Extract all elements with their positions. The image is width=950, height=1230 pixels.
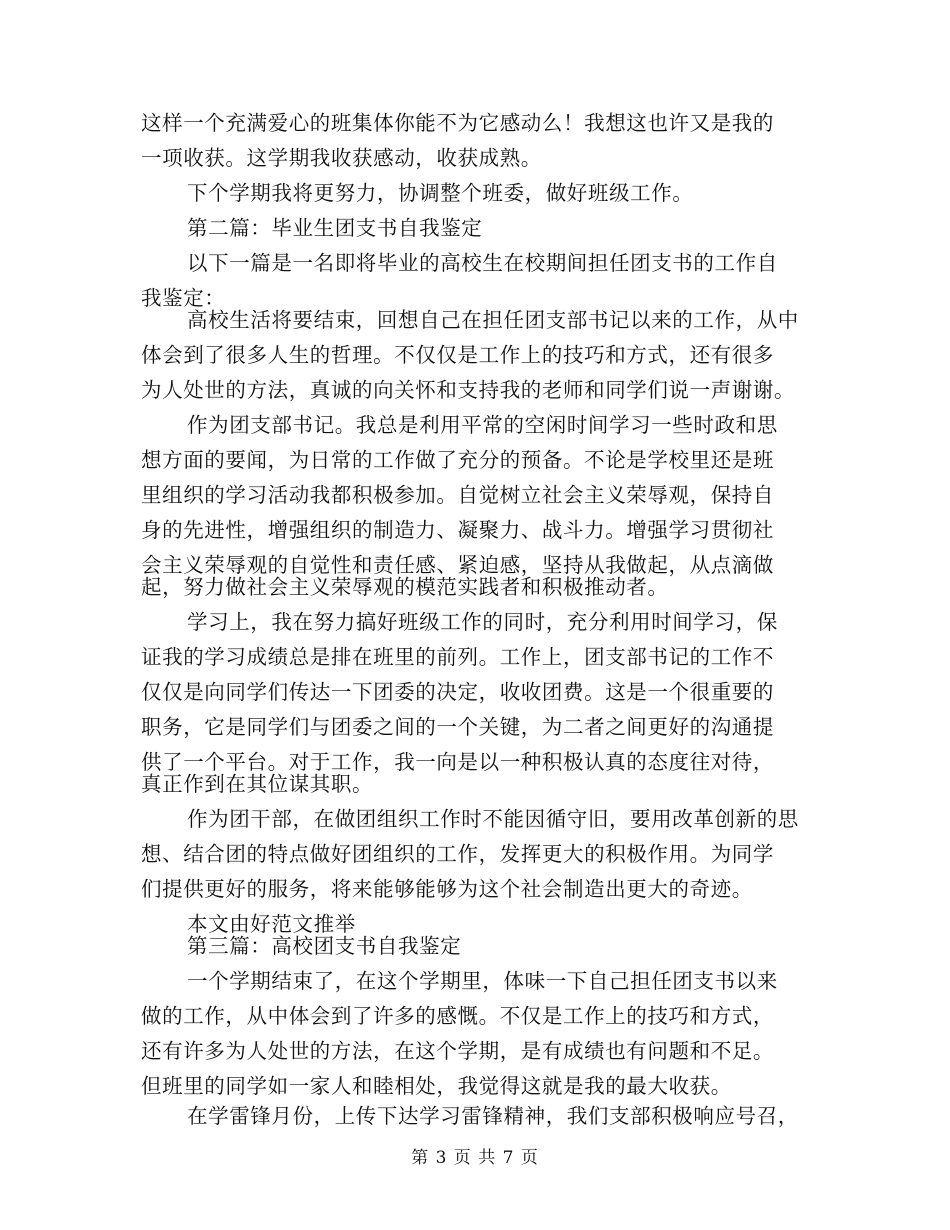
text-line: 学习上，我在努力搞好班级工作的同时，充分利用时间学习，保 [187, 610, 778, 634]
text-line: 作为团干部，在做团组织工作时不能因循守旧，要用改革创新的思 [187, 807, 799, 831]
text-line: 仅仅是向同学们传达一下团委的决定，收收团费。这是一个很重要的 [141, 680, 774, 704]
text-line: 但班里的同学如一家人和睦相处，我觉得这就是我的最大收获。 [141, 1074, 732, 1098]
text-line: 真正作到在其位谋其职。 [141, 772, 374, 796]
text-line: 作为团支部书记。我总是利用平常的空闲时间学习一些时政和思 [187, 413, 778, 437]
text-line: 想、结合团的特点做好团组织的工作，发挥更大的积极作用。为同学 [141, 842, 774, 866]
text-line: 为人处世的方法，真诚的向关怀和支持我的老师和同学们说一声谢谢。 [141, 378, 796, 402]
text-line: 一个学期结束了，在这个学期里，体味一下自己担任团支书以来 [187, 969, 778, 993]
text-line: 还有许多为人处世的方法，在这个学期，是有成绩也有问题和不足。 [141, 1039, 774, 1063]
text-line: 一项收获。这学期我收获感动，收获成熟。 [141, 146, 542, 170]
text-line: 里组织的学习活动我都积极参加。自觉树立社会主义荣辱观，保持自 [141, 483, 774, 507]
text-line: 想方面的要闻，为日常的工作做了充分的预备。不论是学校里还是班 [141, 448, 774, 472]
text-line: 职务，它是同学们与团委之间的一个关键，为二者之间更好的沟通提 [141, 715, 774, 739]
text-line: 下个学期我将更努力，协调整个班委，做好班级工作。 [187, 181, 694, 205]
section-heading: 第三篇：高校团支书自我鉴定 [187, 934, 462, 958]
text-line: 们提供更好的服务，将来能够能够为这个社会制造出更大的奇迹。 [141, 877, 753, 901]
text-line: 身的先进性，增强组织的制造力、凝聚力、战斗力。增强学习贯彻社 [141, 518, 774, 542]
text-line: 供了一个平台。对于工作，我一向是以一种积极认真的态度往对待， [141, 750, 774, 774]
text-line: 会主义荣辱观的自觉性和责任感、紧迫感，坚持从我做起，从点滴做 [141, 553, 774, 577]
text-line: 在学雷锋月份，上传下达学习雷锋精神，我们支部积极响应号召， [187, 1104, 799, 1128]
section-heading: 第二篇：毕业生团支书自我鉴定 [187, 216, 483, 240]
text-line: 本文由好范文推举 [187, 912, 356, 936]
page-number-footer: 第 3 页 共 7 页 [411, 1148, 539, 1168]
text-line: 做的工作，从中体会到了许多的感慨。不仅是工作上的技巧和方式， [141, 1004, 774, 1028]
text-line: 以下一篇是一名即将毕业的高校生在校期间担任团支书的工作自 [187, 251, 778, 275]
text-line: 这样一个充满爱心的班集体你能不为它感动么！我想这也许又是我的 [141, 111, 774, 135]
text-line: 高校生活将要结束，回想自己在担任团支部书记以来的工作，从中 [187, 308, 799, 332]
text-line: 我鉴定： [141, 286, 226, 310]
text-line: 起，努力做社会主义荣辱观的模范实践者和积极推动者。 [141, 575, 669, 599]
text-line: 体会到了很多人生的哲理。不仅仅是工作上的技巧和方式，还有很多 [141, 343, 774, 367]
text-line: 证我的学习成绩总是排在班里的前列。工作上，团支部书记的工作不 [141, 645, 774, 669]
